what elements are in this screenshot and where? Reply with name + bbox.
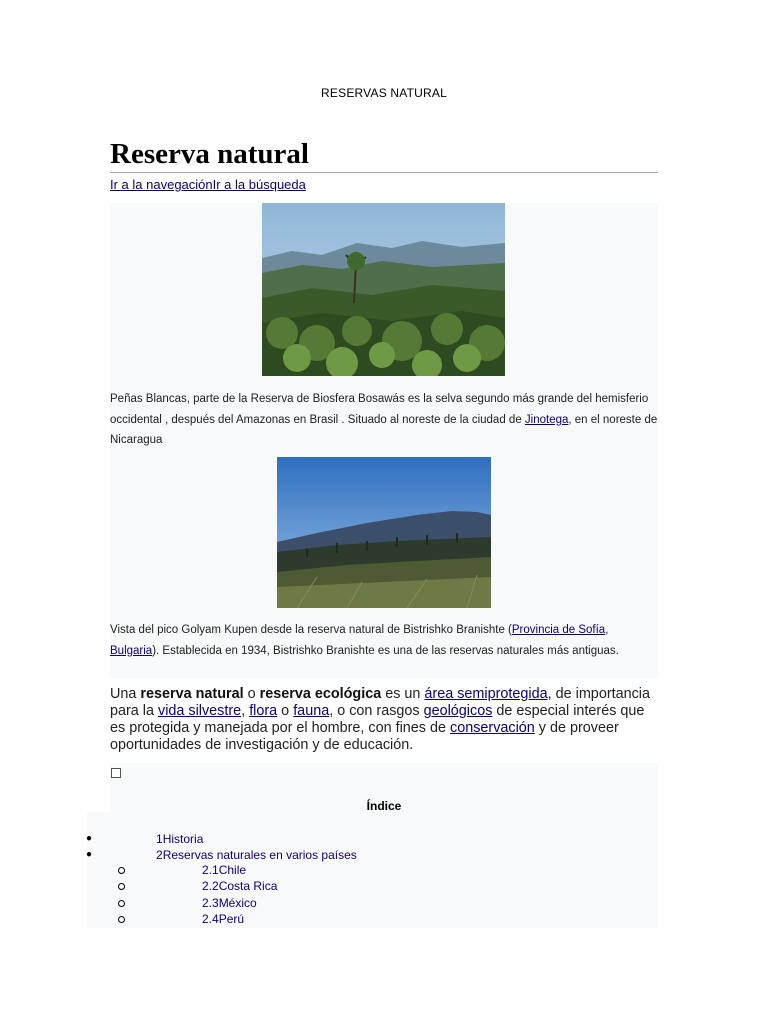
toc-item-mexico[interactable] (202, 895, 257, 911)
toc-number: 2.2 (202, 879, 219, 893)
caption-text: , en el noreste de Nicaragua (110, 413, 658, 446)
caption-text: ). Establecida en 1934, Bistrishko Branishte es una de las reservas naturales más antiguas. (152, 644, 619, 657)
toc-label: Costa Rica (218, 879, 278, 893)
toc-number: 2 (156, 848, 163, 862)
checkbox-icon (111, 768, 121, 778)
toc-item-costa-rica[interactable] (202, 878, 277, 894)
fauna-link[interactable]: fauna (293, 703, 330, 719)
vida-silvestre-link[interactable]: vida silvestre (158, 703, 242, 719)
intro-text: , de importancia para la (110, 686, 651, 719)
jinotega-link[interactable]: Jinotega (524, 413, 569, 426)
circle-bullet-icon (118, 916, 125, 923)
figure-caption-2 (110, 620, 658, 661)
document-header: RESERVAS NATURAL (321, 86, 447, 100)
toc-number: 2.1 (202, 863, 219, 877)
jump-to-search-link[interactable]: Ir a la búsqueda (212, 177, 306, 192)
intro-text: , (241, 703, 250, 719)
intro-text: o (243, 686, 260, 702)
intro-text: Una (110, 686, 141, 702)
toc-item-peru[interactable] (202, 911, 244, 927)
toc-item-reservas[interactable] (156, 847, 357, 863)
jump-links (110, 176, 306, 194)
toc-number: 1 (156, 832, 163, 846)
toc-title: Índice (366, 799, 402, 813)
forest-mountain-photo (262, 203, 505, 376)
toc-label: México (218, 896, 257, 910)
intro-paragraph (110, 686, 660, 754)
mountain-peak-photo (277, 457, 491, 608)
toc-toggle-checkbox[interactable] (110, 766, 136, 784)
figure-caption-1 (110, 389, 658, 451)
intro-bold-term: reserva natural (140, 686, 244, 702)
toc-label: Historia (162, 832, 204, 846)
toc-item-chile[interactable] (202, 862, 246, 878)
jump-to-navigation-link[interactable]: Ir a la navegación (110, 177, 213, 192)
intro-text: o (277, 703, 294, 719)
page-title: Reserva natural (110, 136, 658, 173)
toc-label: Perú (218, 912, 245, 926)
bulgaria-link[interactable]: Bulgaria (110, 644, 153, 657)
geologicos-link[interactable]: geológicos (423, 703, 493, 719)
flora-link[interactable]: flora (249, 703, 278, 719)
area-semiprotegida-link[interactable]: área semiprotegida (424, 686, 548, 702)
toc-shade (87, 812, 110, 928)
circle-bullet-icon (118, 900, 125, 907)
figure-panel (110, 203, 658, 678)
intro-text: y de proveer oportunidades de investigación y de educación. (110, 720, 619, 753)
intro-text: de especial interés que es protegida y manejada por el hombre, con fines de (110, 703, 645, 736)
caption-text: , (605, 624, 609, 636)
circle-bullet-icon (118, 883, 125, 890)
toc-number: 2.3 (202, 896, 219, 910)
toc-label: Reservas naturales en varios países (162, 848, 357, 862)
bullet-icon: ● (86, 849, 93, 860)
toc-label: Chile (218, 863, 247, 877)
intro-text: , o con rasgos (329, 703, 424, 719)
caption-text: Vista del pico Golyam Kupen desde la reserva natural de Bistrishko Branishte ( (110, 624, 512, 636)
caption-text: Peñas Blancas, parte de la Reserva de Biosfera Bosawás es la selva segundo más grande del hemisferio occidental , después del Amazonas en Brasil . Situado al noreste de la ciudad de (110, 393, 649, 426)
toc-number: 2.4 (202, 912, 219, 926)
conservacion-link[interactable]: conservación (450, 720, 535, 736)
provincia-de-sofia-link[interactable]: Provincia de Sofía (511, 624, 606, 636)
toc-item-historia[interactable] (156, 831, 203, 847)
intro-bold-term: reserva ecológica (259, 686, 382, 702)
circle-bullet-icon (118, 867, 125, 874)
intro-text: es un (381, 686, 425, 702)
bullet-icon: ● (86, 833, 93, 844)
